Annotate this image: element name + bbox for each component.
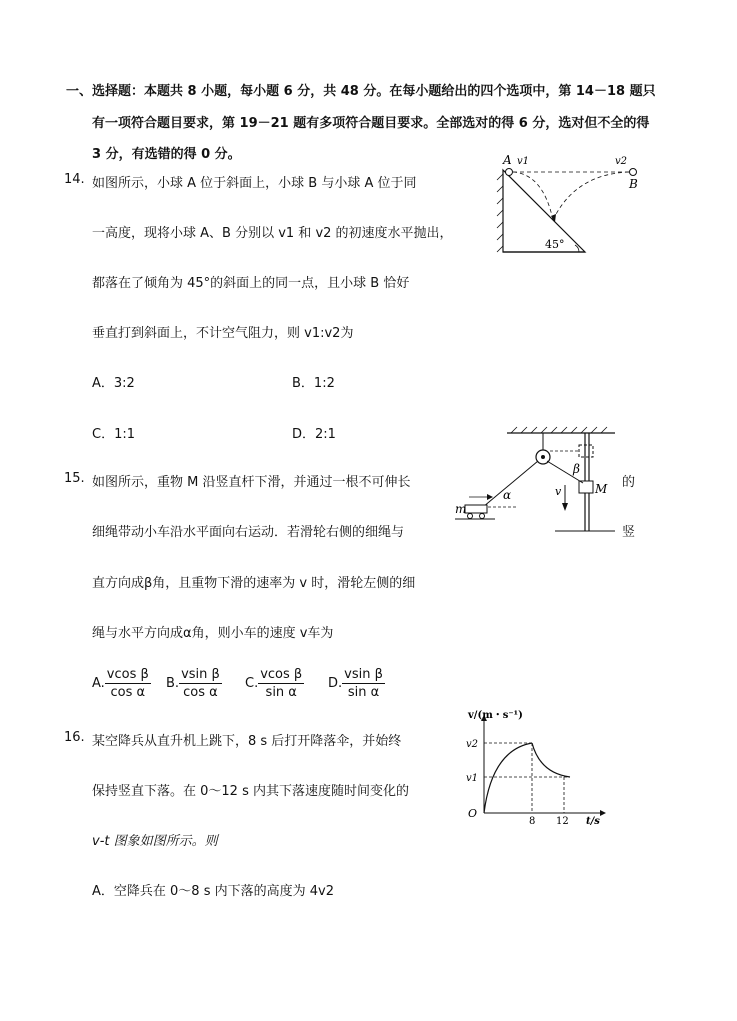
q14-text-line4: 垂直打到斜面上，不计空气阻力，则 v1:v2为: [92, 326, 354, 341]
q14-option-c[interactable]: C．1:1: [92, 427, 135, 442]
q15-option-d[interactable]: D. $\frac{\text{vsin β}}{\text{sin α}}$: [328, 667, 383, 700]
label-M: M: [595, 482, 608, 496]
label-v2: v2: [615, 156, 628, 167]
q14-text-line1: 如图所示，小球 A 位于斜面上，小球 B 与小球 A 位于同: [92, 176, 417, 191]
q15-text-line1-tail: 的: [622, 475, 636, 490]
q15-option-c[interactable]: C. $\frac{\text{vcos β}}{\text{sin α}}$: [245, 667, 303, 700]
x-axis-label: t/s: [586, 816, 600, 827]
q14-option-b[interactable]: B．1:2: [292, 376, 335, 391]
q14-option-a[interactable]: A．3:2: [92, 376, 135, 391]
q14-number: 14.: [64, 172, 85, 187]
cart: [465, 505, 487, 513]
label-m: m: [455, 502, 467, 516]
label-v: v: [555, 485, 562, 498]
q16-number: 16.: [64, 730, 85, 745]
y-axis-label: v/(m・s⁻¹): [468, 710, 523, 721]
label-v1: v1: [517, 156, 530, 167]
section-instruction-line3: 3 分，有选错的得 0 分。: [92, 147, 241, 162]
q16-text-line3: v-t 图象如图所示。则: [92, 834, 218, 849]
q15-text-line2: 细绳带动小车沿水平面向右运动．若滑轮右侧的细绳与: [92, 525, 405, 540]
q15-text-line4: 绳与水平方向成α角，则小车的速度 v车为: [92, 626, 334, 641]
ball-b: [630, 169, 637, 176]
weight-m: [579, 481, 593, 493]
q14-text-line3: 都落在了倾角为 45°的斜面上的同一点，且小球 B 恰好: [92, 276, 410, 291]
q14-text-line2: 一高度，现将小球 A、B 分别以 v1 和 v2 的初速度水平抛出，: [92, 226, 453, 241]
q15-option-a[interactable]: A. $\frac{\text{vcos β}}{\text{cos α}}$: [92, 667, 149, 700]
q16-text-line2: 保持竖直下落。在 0～12 s 内其下落速度随时间变化的: [92, 784, 409, 799]
q15-text-line3: 直方向成β角，且重物下滑的速率为 v 时，滑轮左侧的细: [92, 576, 416, 591]
q15-text-line1: 如图所示，重物 M 沿竖直杆下滑，并通过一根不可伸长: [92, 475, 411, 490]
q14-incline-figure: [495, 150, 655, 260]
q16-text-line1: 某空降兵从直升机上跳下，8 s 后打开降落伞，并始终: [92, 734, 402, 749]
tick-v2: v2: [466, 739, 479, 750]
tick-v1: v1: [466, 773, 479, 784]
q15-text-line2-tail: 竖: [622, 525, 636, 540]
section-instruction-line2: 有一项符合题目要求，第 19－21 题有多项符合题目要求。全部选对的得 6 分，选对但不全的得: [92, 116, 650, 131]
origin-label: O: [468, 807, 478, 820]
tick-8: 8: [529, 816, 536, 827]
q15-pulley-figure: [455, 425, 620, 537]
tick-12: 12: [556, 816, 569, 827]
curve-falling: [532, 743, 570, 777]
ball-a: [506, 169, 513, 176]
label-angle-45: 45°: [545, 238, 565, 251]
label-b: B: [629, 177, 638, 191]
q15-number: 15.: [64, 471, 85, 486]
label-beta: β: [573, 462, 580, 476]
q16-vt-graph: [462, 705, 612, 830]
q16-option-a[interactable]: A．空降兵在 0～8 s 内下落的高度为 4v2: [92, 884, 334, 899]
curve-rising: [484, 743, 532, 813]
q14-option-d[interactable]: D．2:1: [292, 427, 336, 442]
label-a: A: [503, 153, 512, 167]
section-instruction-line1: 一、选择题：本题共 8 小题，每小题 6 分，共 48 分。在每小题给出的四个选项中，第 14－18 题只: [66, 84, 656, 99]
q15-option-b[interactable]: B. $\frac{\text{vsin β}}{\text{cos α}}$: [166, 667, 220, 700]
label-alpha: α: [503, 488, 512, 502]
